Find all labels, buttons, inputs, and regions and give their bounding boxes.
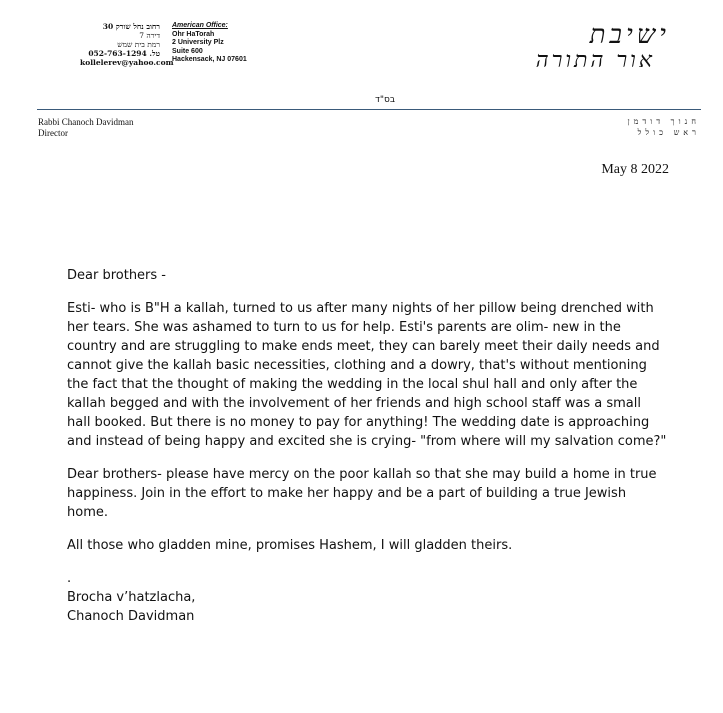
american-office-line: Ohr HaTorah [172,30,215,38]
letter-date: May 8 2022 [601,162,669,177]
header-divider [37,109,701,110]
director-title: Director [38,127,68,138]
address-email: kollelerev@yahoo.com [80,58,174,67]
american-office-line: 2 University Plz [172,39,224,46]
address-street: רחוב נחל שורק 30 [102,22,160,31]
address-apartment: דירה 7 [139,31,160,40]
letter-body [67,266,667,626]
closing: Brocha v’hatzlacha, [67,590,196,605]
director-name-hebrew: חנוך דודמן [627,117,700,126]
address-city: רמת בית שמש [117,40,160,49]
director-block-he [585,117,700,138]
signature-block [67,569,667,626]
signature: Chanoch Davidman [67,609,195,624]
american-office-title: American Office: [172,22,228,29]
paragraph: Dear brothers- please have mercy on the poor kallah so that she may build a home in true happiness. Join in the effort to make her happy and be a part of building a true Jewish home. [67,467,657,520]
paragraph: Esti- who is B"H a kallah, turned to us after many nights of her pillow being drenched with her tears. She was ashamed to turn to us for help. Esti's parents are olim- new in the country and are struggling to make ends meet, they can barely meet their daily needs and cannot give the kallah basic necessities, clothing and a dowry, that's without mentioning the fact that the thought of making the wedding in the local shul hall and only after the kallah begged and with the involvement of her friends and high school staff was a small hall booked. But there is no money to pay for anything! The wedding date is approaching and instead of being happy and excited she is crying- "from where will my salvation come?" [67,301,667,449]
israel-address [80,22,174,67]
american-office-line: Hackensack, NJ 07601 [172,56,247,63]
address-phone: טל. 052-763-1294 [88,49,160,58]
greeting: Dear brothers - [67,268,166,283]
yeshiva-logo-line1: ישיבת [589,20,670,50]
american-office-line: Suite 600 [172,47,203,55]
american-office [172,22,247,65]
yeshiva-logo-line2: אור התורה [535,48,655,73]
director-title-hebrew: ראש כולל [637,127,700,137]
director-name: Rabbi Chanoch Davidman [38,117,134,127]
paragraph: All those who gladden mine, promises Hashem, I will gladden theirs. [67,538,513,553]
bsd-heading: בס"ד [375,95,396,105]
dot: . [67,571,72,586]
director-block-en [38,117,133,138]
